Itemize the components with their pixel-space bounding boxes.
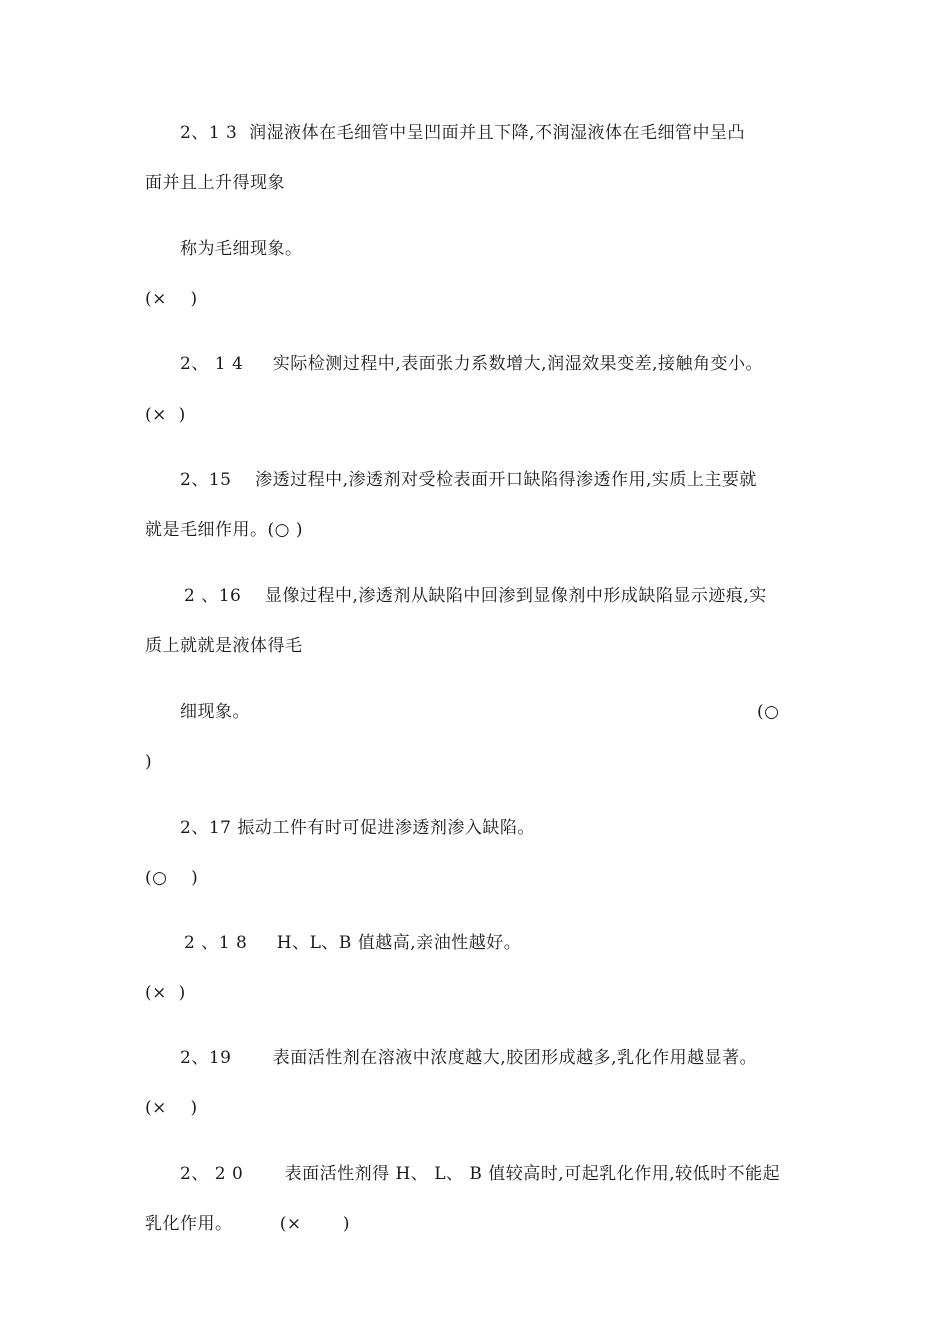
- item-2-16-line-1: 2 、16 显像过程中,渗透剂从缺陷中回渗到显像剂中形成缺陷显示迹痕,实: [184, 586, 767, 606]
- item-2-15-line-2: 就是毛细作用。(○ ): [145, 520, 304, 540]
- item-2-14-answer: (× ): [145, 405, 186, 425]
- item-2-20-line-2: 乳化作用。 (× ): [145, 1214, 351, 1234]
- item-2-13-answer: (× ): [145, 289, 198, 309]
- item-2-13-line-2: 面并且上升得现象: [145, 173, 285, 193]
- item-2-13-line-1: 2、1 3 润湿液体在毛细管中呈凹面并且下降,不润湿液体在毛细管中呈凸: [180, 123, 746, 143]
- item-2-16-answer-close: ): [145, 752, 153, 772]
- item-2-15-line-1: 2、15 渗透过程中,渗透剂对受检表面开口缺陷得渗透作用,实质上主要就: [180, 470, 757, 490]
- item-2-20-line-1: 2、 2 0 表面活性剂得 H、 L、 B 值较高时,可起乳化作用,较低时不能起: [180, 1164, 781, 1184]
- item-2-17-answer: (○ ): [145, 868, 199, 888]
- item-2-18-answer: (× ): [145, 983, 186, 1003]
- item-2-16-line-3: 细现象。: [180, 702, 250, 722]
- item-2-16-answer-open: (○: [757, 702, 780, 722]
- item-2-19-line-1: 2、19 表面活性剂在溶液中浓度越大,胶团形成越多,乳化作用越显著。: [180, 1048, 758, 1068]
- item-2-13-line-3: 称为毛细现象。: [180, 239, 303, 259]
- item-2-17-line-1: 2、17 振动工件有时可促进渗透剂渗入缺陷。: [180, 818, 535, 838]
- item-2-19-answer: (× ): [145, 1098, 198, 1118]
- item-2-16-line-2: 质上就就是液体得毛: [145, 636, 303, 656]
- item-2-14-line-1: 2、 1 4 实际检测过程中,表面张力系数增大,润湿效果变差,接触角变小。: [180, 354, 763, 374]
- item-2-18-line-1: 2 、1 8 H、L、B 值越高,亲油性越好。: [184, 933, 522, 953]
